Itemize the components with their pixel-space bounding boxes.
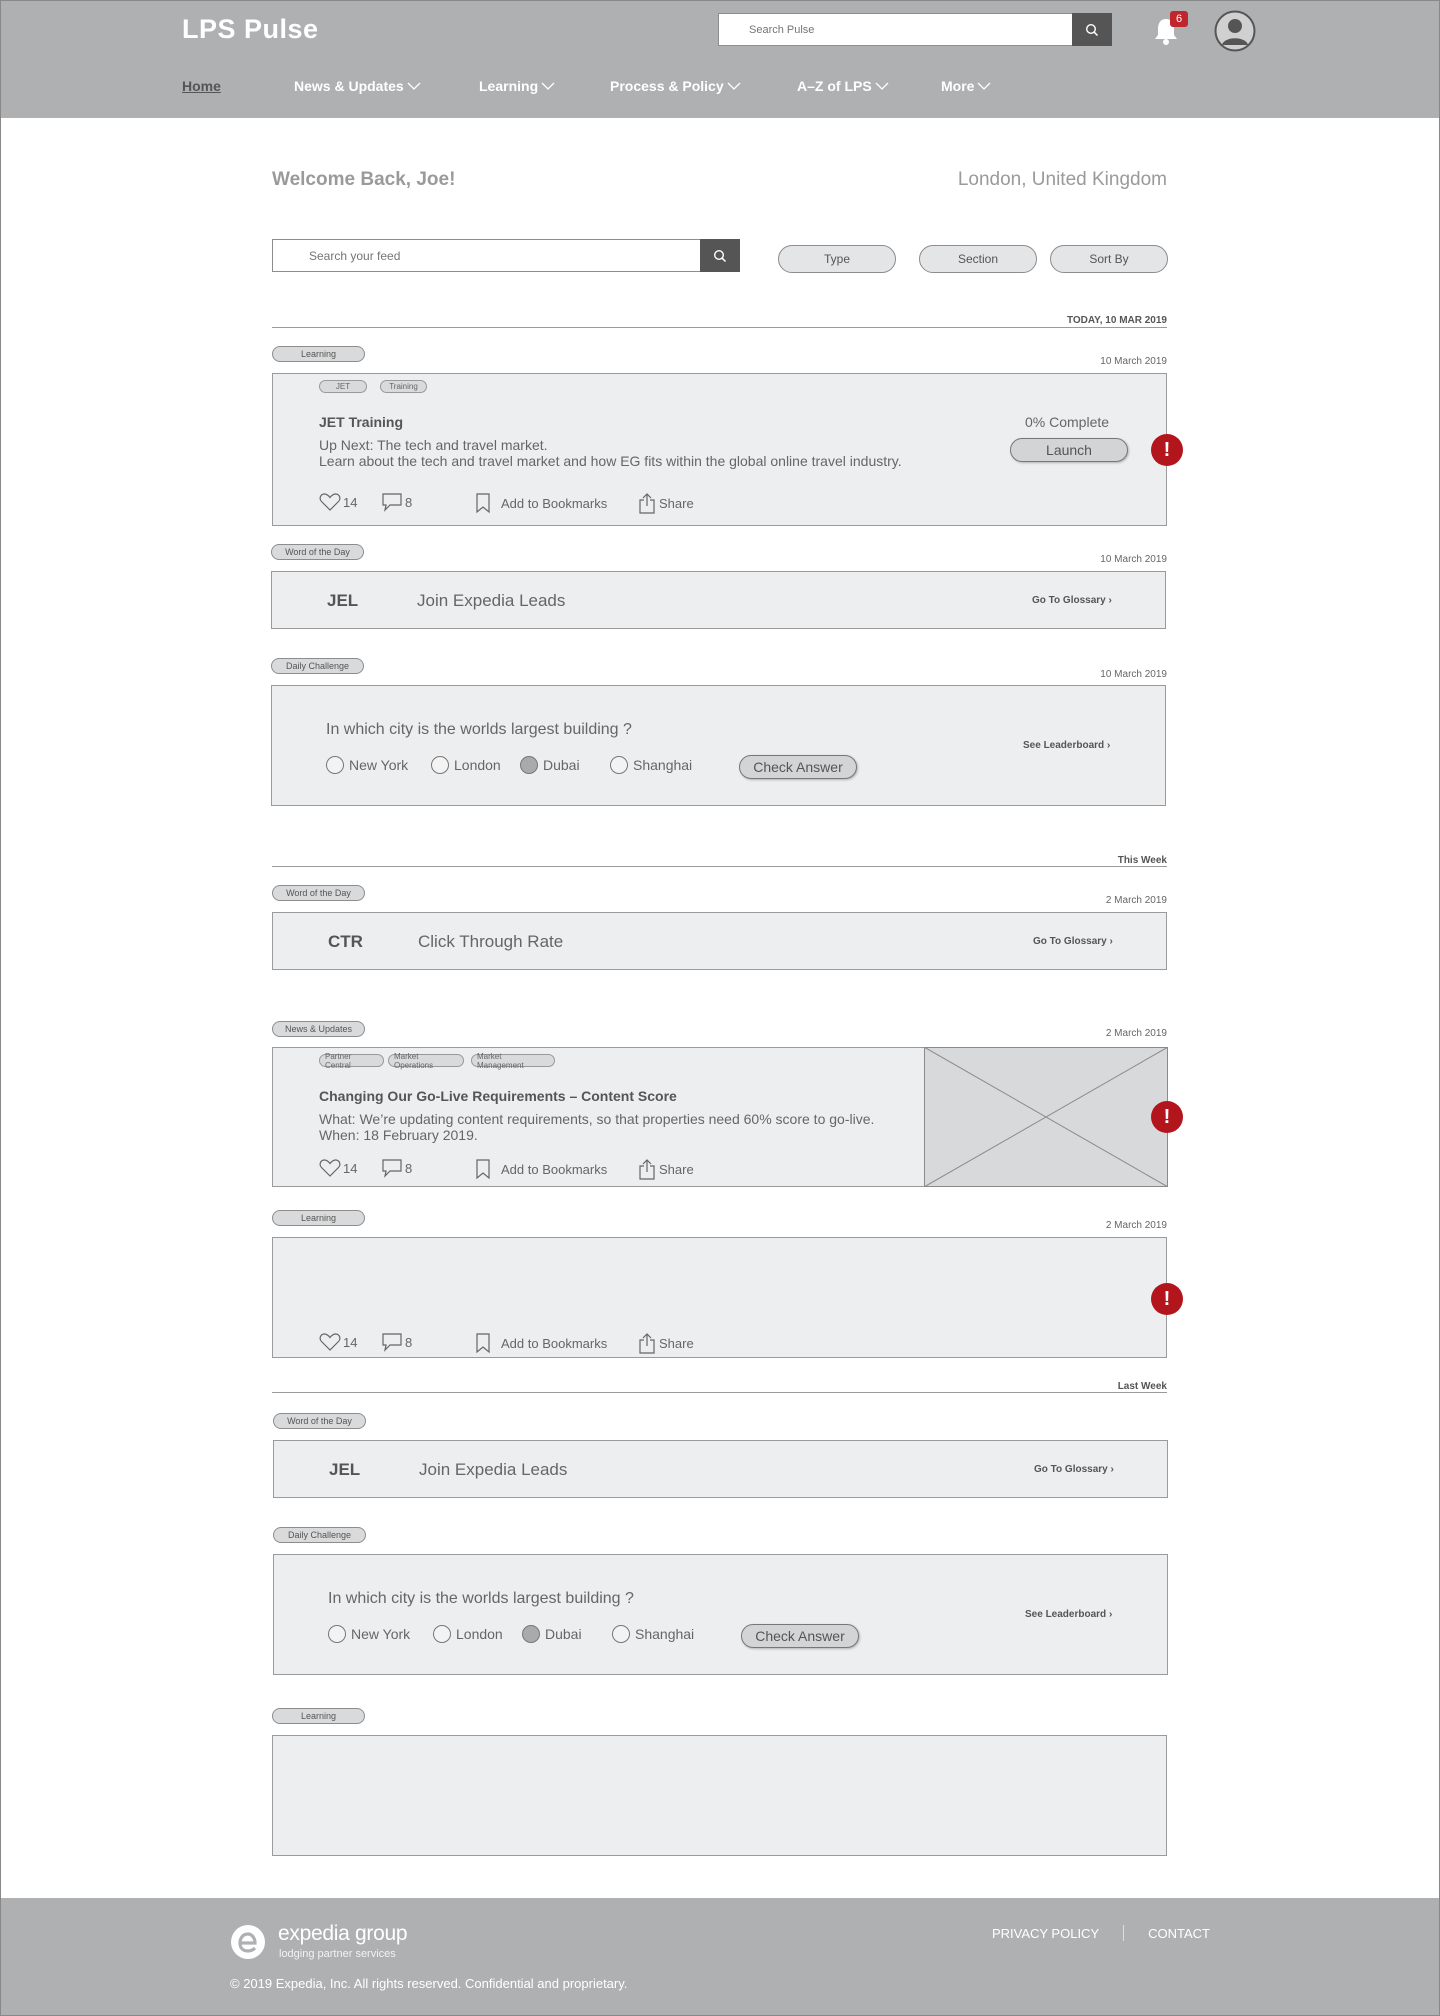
radio-button-selected[interactable] (522, 1625, 540, 1643)
chevron-right-icon: › (1106, 740, 1111, 751)
category-tag: Word of the Day (271, 544, 364, 560)
leaderboard-label: See Leaderboard (1025, 1609, 1107, 1620)
content-tag[interactable]: Market Management (471, 1054, 555, 1067)
glossary-definition: Join Expedia Leads (419, 1460, 568, 1479)
challenge-question: In which city is the worlds largest building ? (326, 721, 632, 738)
bookmark-label: Add to Bookmarks (501, 1161, 608, 1177)
bookmark-icon (473, 492, 493, 514)
main-nav (0, 78, 1440, 102)
answer-option-selected[interactable] (522, 1625, 582, 1643)
nav-news-updates[interactable] (294, 78, 421, 94)
comment-count: 8 (405, 494, 413, 510)
share-button[interactable] (637, 492, 694, 514)
learning-card (272, 1735, 1167, 1856)
glossary-term: JEL (329, 1460, 361, 1479)
category-tag: Learning (272, 1708, 365, 1724)
user-location: London, United Kingdom (957, 169, 1167, 190)
category-tag: Daily Challenge (271, 658, 364, 674)
answer-option[interactable] (610, 756, 692, 774)
search-icon (713, 249, 727, 263)
glossary-term: CTR (328, 932, 363, 951)
bookmark-button[interactable] (473, 1332, 607, 1354)
footer-links (992, 1925, 1210, 1941)
learning-card (272, 1237, 1167, 1358)
option-label: Shanghai (635, 1626, 695, 1642)
comment-icon (381, 1158, 403, 1178)
word-of-day-card (272, 912, 1167, 970)
card-date: 10 March 2019 (1100, 669, 1167, 680)
feed-search-bar (272, 239, 740, 272)
launch-button[interactable]: Launch (1010, 438, 1128, 462)
like-button[interactable] (319, 1158, 357, 1178)
radio-button[interactable] (610, 756, 628, 774)
comment-button[interactable] (381, 492, 412, 512)
content-tag[interactable]: JET (319, 380, 367, 393)
glossary-link-label: Go To Glossary (1034, 1464, 1108, 1475)
radio-button[interactable] (326, 756, 344, 774)
share-label: Share (659, 1335, 694, 1351)
content-tag[interactable]: Market Operations (388, 1054, 464, 1067)
answer-option-selected[interactable] (520, 756, 580, 774)
privacy-policy-link[interactable]: PRIVACY POLICY (991, 1925, 1100, 1941)
search-icon (1085, 23, 1099, 37)
category-tag: Word of the Day (273, 1413, 366, 1429)
radio-button[interactable] (433, 1625, 451, 1643)
card-date: 10 March 2019 (1100, 554, 1167, 565)
image-placeholder-icon (924, 1047, 1168, 1187)
card-description: Learn about the tech and travel market and how EG fits within the global online travel industry. (319, 453, 902, 469)
option-label: London (456, 1626, 503, 1642)
chevron-right-icon: › (1108, 595, 1112, 606)
answer-option[interactable] (328, 1625, 410, 1643)
share-label: Share (659, 1161, 694, 1177)
nav-learning-label: Learning (479, 78, 539, 94)
card-date: 10 March 2019 (1100, 356, 1167, 367)
answer-option[interactable] (431, 756, 501, 774)
top-header (0, 0, 1440, 118)
content-tag[interactable]: Partner Central (319, 1054, 384, 1067)
option-label: Shanghai (633, 757, 693, 773)
chevron-down-icon (875, 81, 889, 91)
card-actions (319, 1158, 719, 1180)
nav-az-label: A–Z of LPS (797, 78, 872, 94)
section-divider (272, 1392, 1167, 1393)
news-card (272, 1047, 1167, 1187)
alert-icon[interactable]: ! (1151, 1283, 1183, 1315)
logo-subtitle: lodging partner services (279, 1948, 396, 1960)
glossary-link-label: Go To Glossary (1032, 595, 1106, 606)
alert-icon[interactable]: ! (1151, 1101, 1183, 1133)
contact-link[interactable]: CONTACT (1148, 1925, 1210, 1941)
daily-challenge-card (273, 1554, 1168, 1675)
section-this-week-label: This Week (1117, 855, 1167, 866)
card-actions (319, 1332, 719, 1354)
section-divider (272, 327, 1167, 328)
radio-button[interactable] (431, 756, 449, 774)
nav-news-label: News & Updates (294, 78, 404, 94)
option-label: New York (349, 757, 409, 773)
comment-count: 8 (405, 1160, 413, 1176)
chevron-down-icon (407, 81, 421, 91)
like-button[interactable] (319, 1332, 357, 1352)
avatar-icon[interactable] (1214, 10, 1256, 52)
go-to-glossary-link[interactable] (1033, 936, 1113, 947)
up-next-text: Up Next: The tech and travel market. (319, 437, 548, 453)
like-count: 14 (343, 1334, 358, 1350)
top-search-bar (718, 13, 1112, 46)
progress-text: 0% Complete (1025, 414, 1110, 430)
nav-a-z[interactable] (797, 78, 889, 94)
card-title[interactable]: JET Training (319, 414, 404, 430)
daily-challenge-card (271, 685, 1166, 806)
alert-icon[interactable]: ! (1151, 434, 1183, 466)
brand-title[interactable]: LPS Pulse (182, 14, 319, 44)
radio-button[interactable] (612, 1625, 630, 1643)
share-icon (637, 1332, 657, 1354)
like-count: 14 (343, 494, 358, 510)
radio-button-selected[interactable] (520, 756, 538, 774)
word-of-day-card (271, 571, 1166, 629)
see-leaderboard-link[interactable] (1023, 740, 1110, 751)
bookmark-button[interactable] (473, 492, 607, 514)
heart-icon (319, 1158, 341, 1178)
sort-by-button[interactable]: Sort By (1050, 245, 1168, 273)
filter-section-button[interactable]: Section (919, 245, 1037, 273)
comment-button[interactable] (381, 1158, 412, 1178)
news-when-text: When: 18 February 2019. (319, 1127, 478, 1143)
glossary-definition: Click Through Rate (418, 932, 564, 951)
nav-process-policy[interactable] (610, 78, 741, 94)
category-tag: Learning (272, 1210, 365, 1226)
see-leaderboard-link[interactable] (1025, 1609, 1112, 1620)
expedia-group-logo[interactable] (230, 1922, 430, 1962)
nav-more[interactable] (941, 78, 991, 94)
option-label: London (454, 757, 501, 773)
filter-type-button[interactable]: Type (778, 245, 896, 273)
heart-icon (319, 1332, 341, 1352)
card-date: 2 March 2019 (1105, 1220, 1167, 1231)
chevron-right-icon: › (1108, 1609, 1113, 1620)
category-tag: Daily Challenge (273, 1527, 366, 1543)
nav-home[interactable] (182, 78, 221, 94)
chevron-down-icon (977, 81, 991, 91)
nav-more-label: More (941, 78, 975, 94)
section-today-label: TODAY, 10 MAR 2019 (1066, 315, 1167, 326)
check-answer-button[interactable]: Check Answer (741, 1624, 859, 1648)
go-to-glossary-link[interactable] (1032, 595, 1112, 606)
chevron-right-icon: › (1109, 936, 1113, 947)
radio-button[interactable] (328, 1625, 346, 1643)
check-answer-button[interactable]: Check Answer (739, 755, 857, 779)
learning-card (272, 373, 1167, 526)
nav-learning[interactable] (479, 78, 555, 94)
logo-wordmark: expedia group (278, 1922, 408, 1945)
like-button[interactable] (319, 492, 357, 512)
answer-option[interactable] (326, 756, 408, 774)
option-label: Dubai (545, 1626, 582, 1642)
news-what-text: What: We’re updating content requirements, so that properties need 60% score to go-live. (319, 1111, 875, 1127)
footer-divider (1123, 1925, 1124, 1941)
bookmark-icon (473, 1332, 493, 1354)
comment-icon (381, 492, 403, 512)
feed-search-button[interactable] (700, 239, 740, 272)
glossary-term: JEL (327, 591, 359, 610)
chevron-down-icon (727, 81, 741, 91)
card-date: 2 March 2019 (1105, 1028, 1167, 1039)
top-search-input[interactable] (719, 14, 1069, 45)
comment-count: 8 (405, 1334, 413, 1350)
card-date: 2 March 2019 (1105, 895, 1167, 906)
go-to-glossary-link[interactable] (1034, 1464, 1114, 1475)
card-title[interactable]: Changing Our Go-Live Requirements – Content Score (319, 1088, 677, 1104)
category-tag: News & Updates (272, 1021, 365, 1037)
section-last-week-label: Last Week (1117, 1381, 1167, 1392)
word-of-day-card (273, 1440, 1168, 1498)
chevron-right-icon: › (1110, 1464, 1114, 1475)
glossary-definition: Join Expedia Leads (417, 591, 566, 610)
answer-option[interactable] (612, 1625, 694, 1643)
bookmark-button[interactable] (473, 1158, 607, 1180)
nav-process-label: Process & Policy (610, 78, 724, 94)
option-label: New York (351, 1626, 411, 1642)
card-actions (319, 492, 719, 514)
comment-icon (381, 1332, 403, 1352)
answer-option[interactable] (433, 1625, 503, 1643)
option-label: Dubai (543, 757, 580, 773)
notification-badge: 6 (1170, 11, 1188, 27)
chevron-down-icon (541, 81, 555, 91)
like-count: 14 (343, 1160, 358, 1176)
expedia-e-icon (230, 1924, 266, 1960)
page-footer (0, 1898, 1440, 2016)
bookmark-icon (473, 1158, 493, 1180)
comment-button[interactable] (381, 1332, 412, 1352)
share-icon (637, 492, 657, 514)
top-search-button[interactable] (1072, 13, 1112, 46)
welcome-message: Welcome Back, Joe! (272, 169, 456, 190)
glossary-link-label: Go To Glossary (1033, 936, 1107, 947)
content-tag[interactable]: Training (380, 380, 427, 393)
share-button[interactable] (637, 1332, 694, 1354)
share-label: Share (659, 495, 694, 511)
nav-home-label: Home (182, 78, 221, 94)
section-divider (272, 866, 1167, 867)
bookmark-label: Add to Bookmarks (501, 1335, 608, 1351)
bookmark-label: Add to Bookmarks (501, 495, 608, 511)
share-icon (637, 1158, 657, 1180)
copyright-text: © 2019 Expedia, Inc. All rights reserved. Confidential and proprietary. (230, 1976, 628, 1991)
heart-icon (319, 492, 341, 512)
challenge-question: In which city is the worlds largest building ? (328, 1590, 634, 1607)
share-button[interactable] (637, 1158, 694, 1180)
feed-search-input[interactable] (273, 240, 693, 271)
category-tag: Learning (272, 346, 365, 362)
leaderboard-label: See Leaderboard (1023, 740, 1105, 751)
category-tag: Word of the Day (272, 885, 365, 901)
